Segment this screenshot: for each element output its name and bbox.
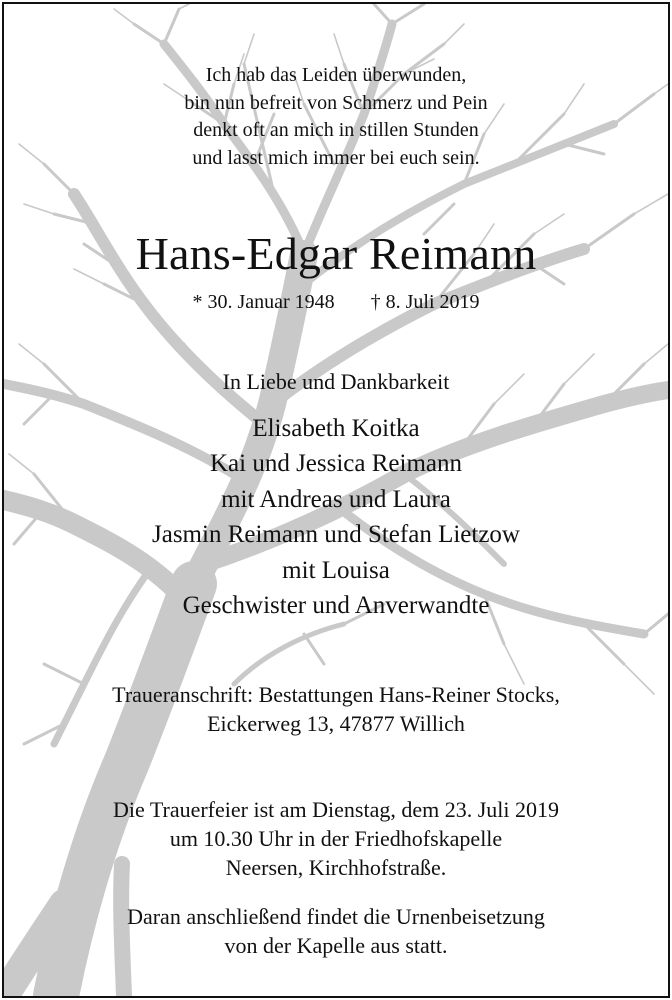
- urn-line: von der Kapelle aus statt.: [224, 933, 448, 958]
- ceremony-line: Die Trauerfeier ist am Dienstag, dem 23. Juli 2019: [112, 797, 560, 822]
- ceremony-line: um 10.30 Uhr in der Friedhofskapelle: [169, 826, 503, 851]
- poem-line: denkt oft an mich in stillen Stunden: [193, 119, 479, 141]
- address-line: Eickerweg 13, 47877 Willich: [207, 711, 465, 736]
- poem-line: und lasst mich immer bei euch sein.: [192, 146, 480, 169]
- memorial-poem: [4, 62, 668, 172]
- birth-date: * 30. Januar 1948: [192, 291, 335, 313]
- mourners-list: [4, 411, 668, 623]
- deceased-name: Hans-Edgar Reimann: [135, 228, 537, 279]
- mourner-line: Jasmin Reimann und Stefan Lietzow: [152, 521, 520, 549]
- notice-content: [4, 4, 668, 996]
- funeral-ceremony-info: [4, 795, 668, 882]
- mourner-line: mit Louisa: [282, 556, 390, 584]
- poem-line: bin nun befreit von Schmerz und Pein: [184, 91, 488, 114]
- poem-line: Ich hab das Leiden überwunden,: [205, 64, 467, 86]
- thanks-line: In Liebe und Dankbarkeit: [222, 369, 450, 394]
- urn-line: Daran anschließend findet die Urnenbeisetzung: [127, 904, 545, 929]
- obituary-notice: [2, 2, 670, 998]
- mourner-line: mit Andreas und Laura: [221, 485, 451, 513]
- address-line: Traueranschrift: Bestattungen Hans-Reiner Stocks,: [112, 682, 560, 707]
- death-date: † 8. Juli 2019: [370, 291, 480, 313]
- mourner-line: Elisabeth Koitka: [252, 415, 420, 442]
- ceremony-line: Neersen, Kirchhofstraße.: [225, 855, 447, 880]
- mourning-address: [4, 680, 668, 738]
- urn-burial-info: [4, 902, 668, 960]
- mourner-line: Geschwister und Anverwandte: [182, 592, 490, 620]
- life-dates: [4, 289, 668, 315]
- mourner-line: Kai und Jessica Reimann: [209, 450, 463, 478]
